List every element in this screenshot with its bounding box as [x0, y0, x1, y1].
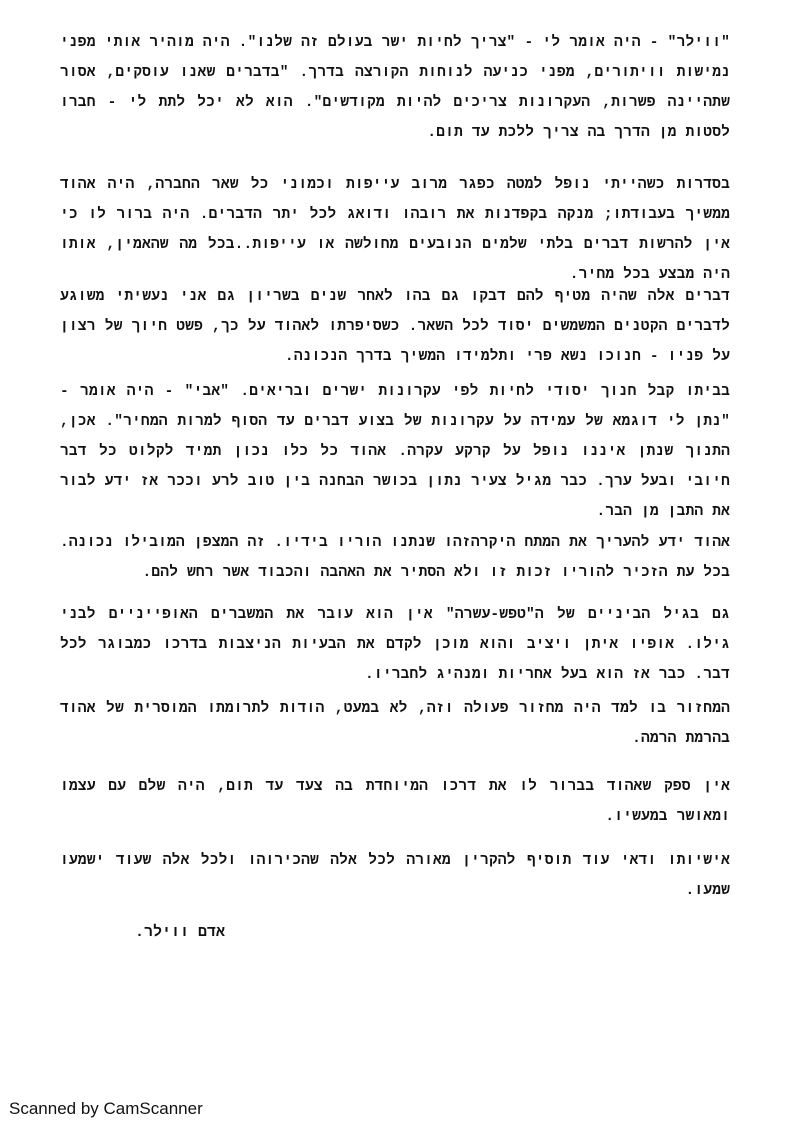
paragraph-text: גם בגיל הביניים של ה"טפש-עשרה" אין הוא עובר את המשברים האופייניים לבני גילו. אופיו איתן ויציב והוא מוכן לקדם את הבעיות הניצבות בדרכו כמבוגר לכל דבר. כבר אז הוא בעל אחריות ומנהיג לחבריו.: [60, 607, 730, 683]
paragraph-text: בביתו קבל חנוך יסודי לחיות לפי עקרונות ישרים ובריאים. "אבי" - היה אומר - "נתן לי דוגמא של עמידה על עקרונות של בצוע דברים עד הסוף למרות המחיר". אכן, התנוך שנתן איננו נופל על קרקע עקרה. אהוד כל כלו נכון תמיד לקלוט כל דבר חיובי ובעל ערך. כבר מגיל צעיר נתון בכושר הבחנה בין טוב לרע וככר אז ידע לבור את התבן מן הבר.: [60, 384, 730, 520]
scanner-watermark: Scanned by CamScanner: [9, 1099, 203, 1118]
paragraph-text: אהוד ידע להעריך את המתח היקרהזהו שנתנו הוריו בידיו. זה המצפן המובילו נכונה. בכל עת הזכיר להוריו זכות זו ולא הסתיר את האהבה והכבוד אשר רחש להם.: [60, 535, 730, 581]
paragraph-7: [60, 694, 730, 754]
paragraph-text: בסדרות כשהייתי נופל למטה כפגר מרוב עייפות וכמוני כל שאר החברה, היה אהוד ממשיך בעבודתו; מנקה בקפדנות את רובהו ודואג לכל יתר הדברים. היה ברור לו כי אין להרשות דברים בלתי שלמים הנובעים מחולשה או עייפות..בכל מה שהאמין, אותו היה מבצע בכל מחיר.: [60, 177, 730, 283]
paragraph-2: [60, 170, 730, 290]
paragraph-5: [60, 528, 730, 588]
paragraph-text: דברים אלה שהיה מטיף להם דבקו גם בהו לאחר שנים בשריון גם אני נעשיתי משוגע לדברים הקטנים המשמשים יסוד לכל השאר. כשסיפרתו לאהוד על כך, פשט חיוך של רצון על פניו - חנוכו נשא פרי ותלמידו המשיך בדרך הנכונה.: [60, 289, 730, 365]
paragraph-text: אין ספק שאהוד בברור לו את דרכו המיוחדת בה צעד עד תום, היה שלם עם עצמו ומאושר במעשיו.: [60, 779, 730, 825]
signature: אדם ווילר.: [134, 924, 225, 941]
paragraph-1: [60, 28, 730, 148]
paragraph-6: [60, 600, 730, 690]
paragraph-8: [60, 772, 730, 832]
paragraph-text: אישיותו ודאי עוד תוסיף להקרין מאורה לכל אלה שהכירוהו ולכל אלה שעוד ישמעו שמעו.: [60, 853, 730, 899]
paragraph-text: המחזור בו למד היה מחזור פעולה וזה, לא במעט, הודות לתרומתו המוסרית של אהוד בהרמת הרמה.: [60, 701, 730, 747]
paragraph-4: [60, 377, 730, 527]
paragraph-9: [60, 846, 730, 906]
paragraph-3: [60, 282, 730, 372]
paragraph-text: "ווילר" - היה אומר לי - "צריך לחיות ישר בעולם זה שלנו". היה מוהיר אותי מפני נמישות וויתורים, מפני כניעה לנוחות הקורצה בדרך. "בדברים שאנו עוסקים, אסור שתהיינה פשרות, העקרונות צריכים להיות מקודשים". הוא לא יכל לתת לי - חברו לסטות מן הדרך בה צריך ללכת עד תום.: [60, 35, 730, 141]
